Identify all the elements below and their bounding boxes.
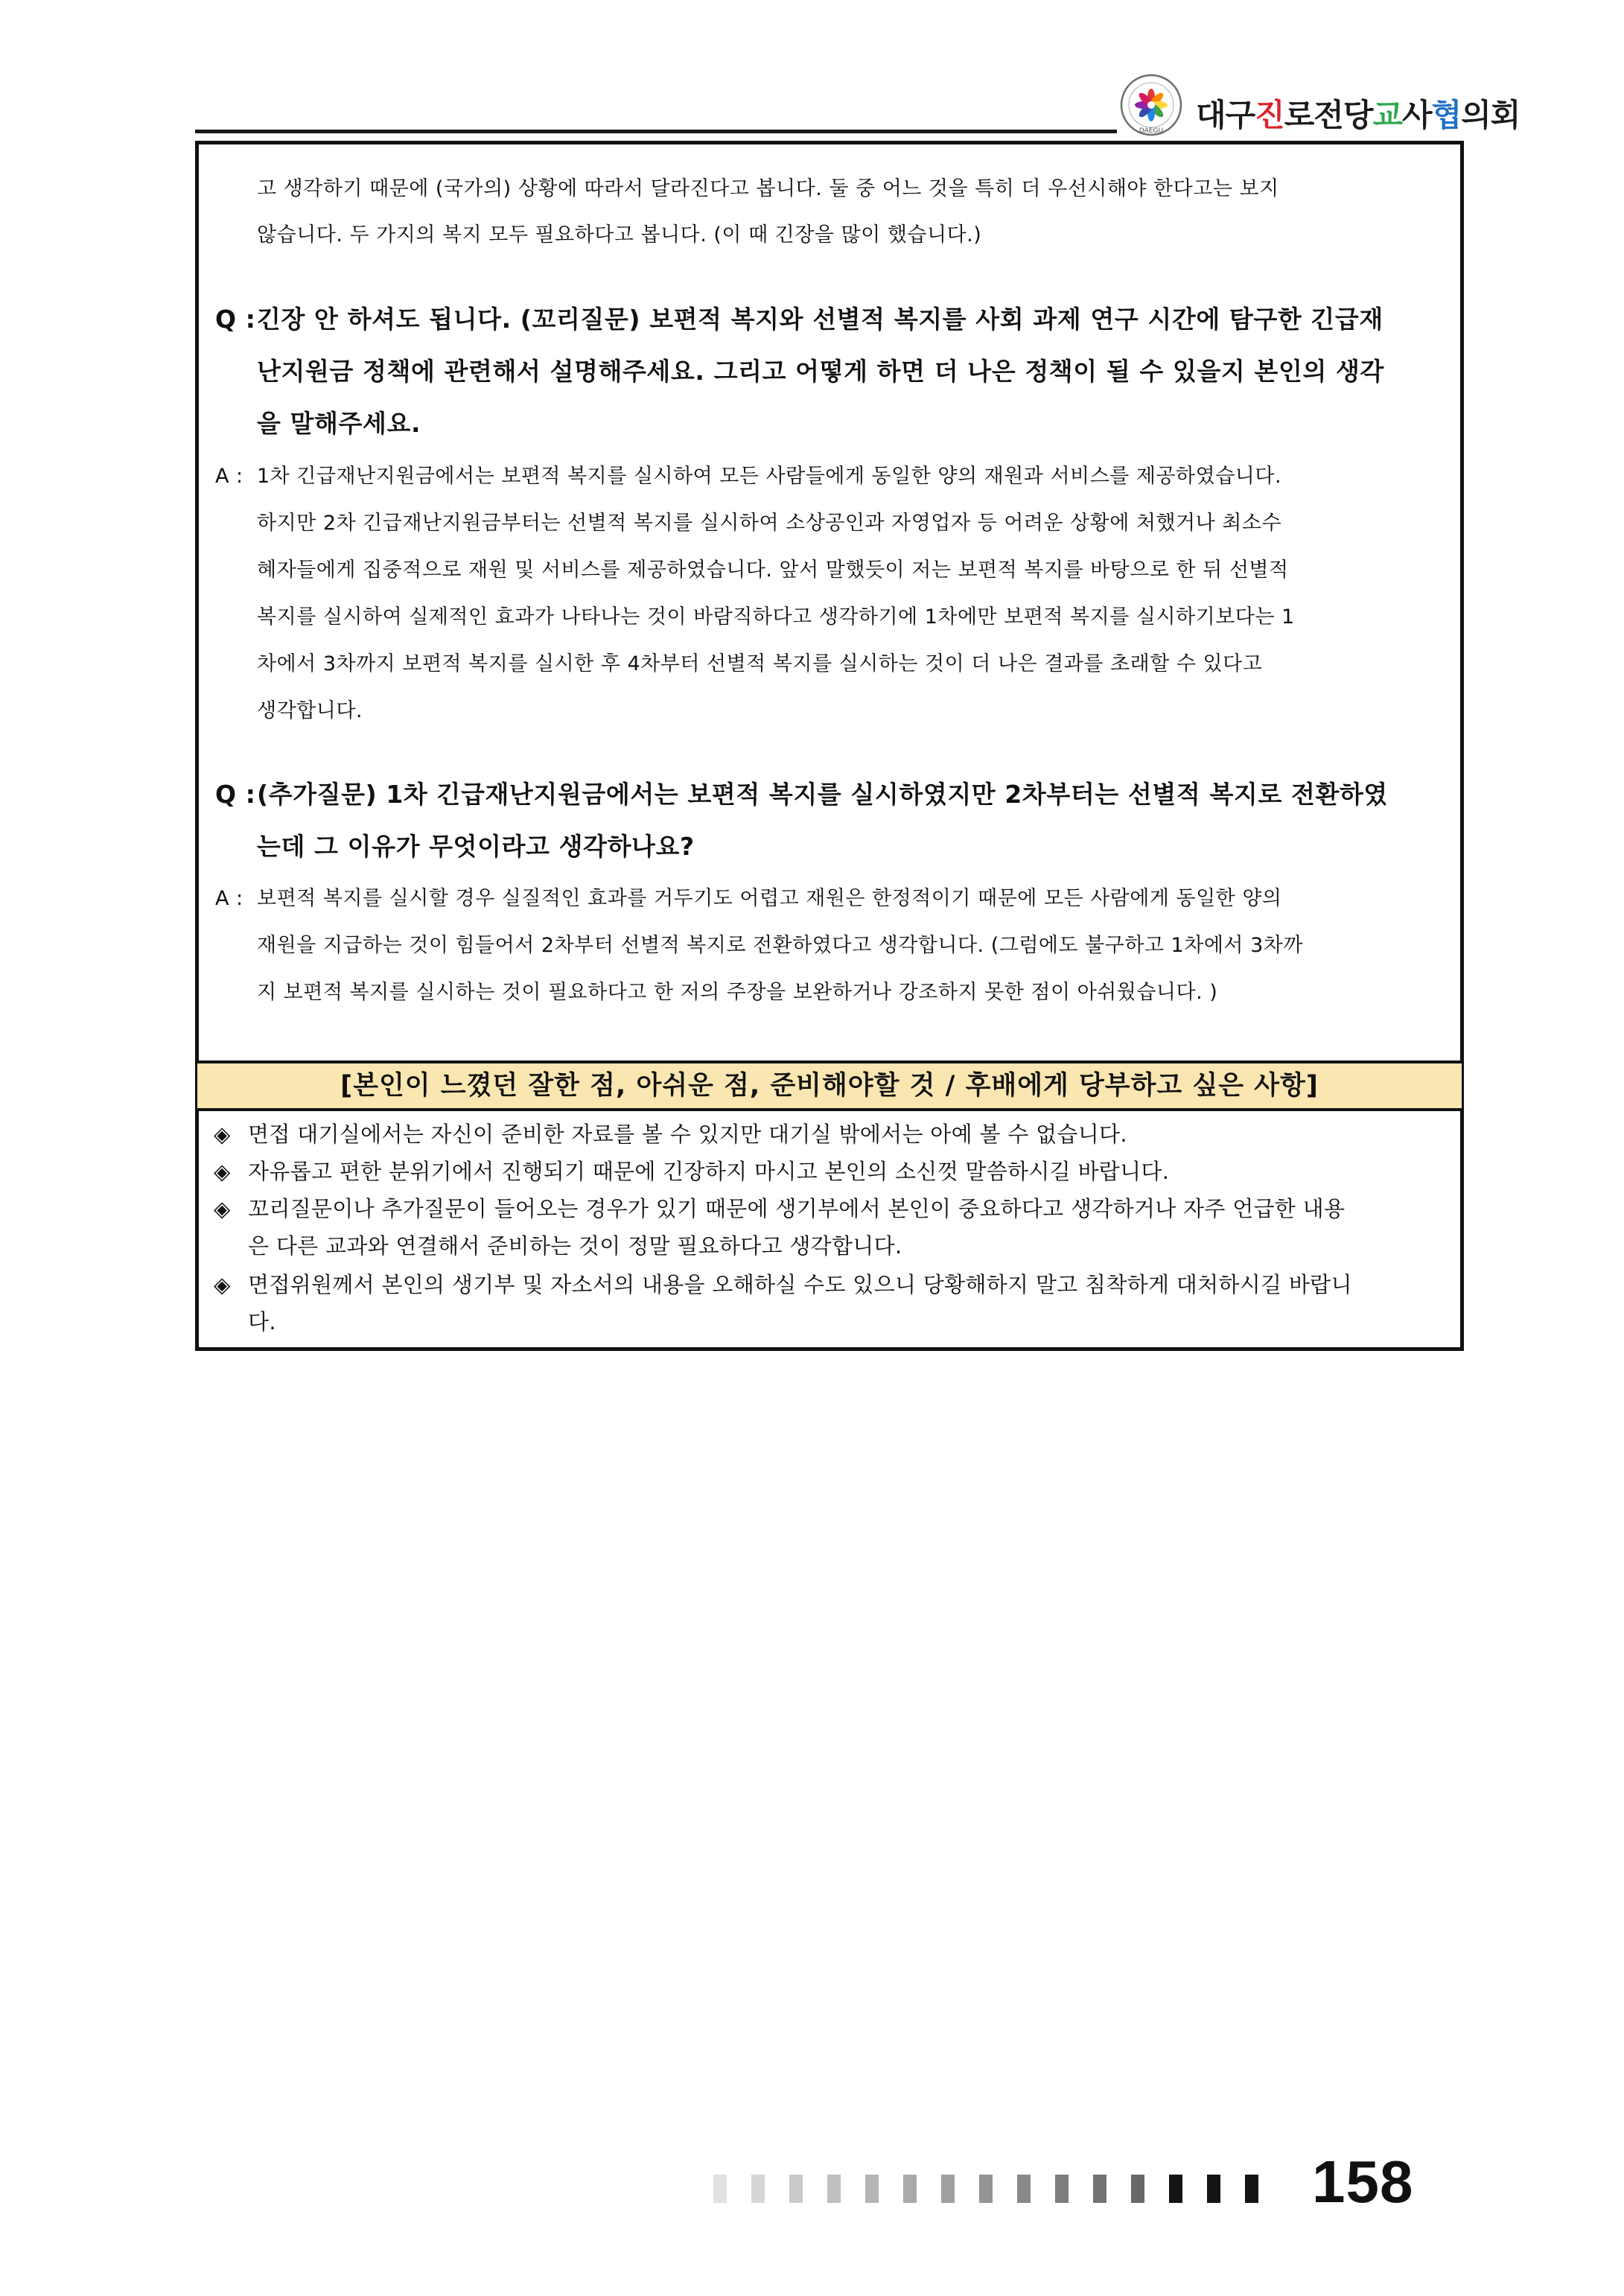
question-label: Q : [215,780,256,809]
answer-text-line: 하지만 2차 긴급재난지원금부터는 선별적 복지를 실시하여 소상공인과 자영업자 등 어려운 상황에 처했거나 최소수 [257,512,1282,535]
diamond-bullet-icon: ◈ [214,1196,231,1221]
footer-bar [1169,2175,1182,2203]
answer-text-line: 고 생각하기 때문에 (국가의) 상황에 따라서 달라진다고 봅니다. 둘 중 어느 것을 특히 더 우선시해야 한다고는 보지 [257,177,1279,200]
answer-text-line: 생각합니다. [257,699,363,722]
question-text-line: 난지원금 정책에 관련해서 설명해주세요. 그리고 어떻게 하면 더 나은 정책이 될 수 있을지 본인의 생각 [257,357,1384,386]
footer-bar [1131,2175,1144,2203]
page-number: 158 [1312,2149,1414,2215]
answer-text-line: 혜자들에게 집중적으로 재원 및 서비스를 제공하였습니다. 앞서 말했듯이 저는 보편적 복지를 바탕으로 한 뒤 선별적 [257,559,1289,582]
footer-bar [827,2175,841,2203]
org-name-part: 사 [1402,97,1432,133]
answer-text-line: 않습니다. 두 가지의 복지 모두 필요하다고 봅니다. (이 때 긴장을 많이 했습니다.) [257,223,982,247]
tip-text-line: 자유롭고 편한 분위기에서 진행되기 때문에 긴장하지 마시고 본인의 소신껏 말씀하시길 바랍니다. [248,1159,1170,1184]
logo-bottom-text: DAEGU [1139,127,1164,135]
footer-bar [1093,2175,1106,2203]
org-name-part: 로전당 [1284,97,1373,133]
diamond-bullet-icon: ◈ [214,1159,231,1184]
tip-text-line: 다. [248,1309,276,1335]
question-text-line: 긴장 안 하셔도 됩니다. (꼬리질문) 보편적 복지와 선별적 복지를 사회 과제 연구 시간에 탐구한 긴급재 [257,305,1383,334]
org-name-part: 의회 [1461,97,1520,133]
answer-text-line: 차에서 3차까지 보편적 복지를 실시한 후 4차부터 선별적 복지를 실시하는 것이 더 나은 결과를 초래할 수 있다고 [257,652,1263,675]
question-text-line: 을 말해주세요. [257,409,421,438]
logo-emblem [1119,73,1183,137]
tip-text-line: 꼬리질문이나 추가질문이 들어오는 경우가 있기 때문에 생기부에서 본인이 중요하다고 생각하거나 자주 언급한 내용 [248,1196,1346,1221]
footer-bar [979,2175,993,2203]
header-rule [195,130,1117,133]
footer-bar [865,2175,879,2203]
tip-text-line: 면접위원께서 본인의 생기부 및 자소서의 내용을 오해하실 수도 있으니 당황해하지 말고 침착하게 대처하시길 바랍니 [248,1272,1352,1297]
org-name-part: 진 [1255,97,1284,133]
footer-bar [751,2175,765,2203]
answer-text-line: 지 보편적 복지를 실시하는 것이 필요하다고 한 저의 주장을 보완하거나 강조하지 못한 점이 아쉬웠습니다. ) [257,981,1218,1004]
answer-text-line: 보편적 복지를 실시할 경우 실질적인 효과를 거두기도 어렵고 재원은 한정적이기 때문에 모든 사람에게 동일한 양의 [257,887,1282,910]
footer-bar [1207,2175,1220,2203]
answer-label: A : [215,465,243,488]
footer-bar [789,2175,803,2203]
question-label: Q : [215,305,256,334]
footer-gradient-bars [713,2175,1264,2203]
footer-bar [1245,2175,1258,2203]
org-name-part: 교 [1372,97,1403,133]
org-name-part: 협 [1431,97,1462,133]
org-name [1196,91,1520,136]
question-text-line: (추가질문) 1차 긴급재난지원금에서는 보편적 복지를 실시하였지만 2차부터는 선별적 복지로 전환하였 [257,780,1388,809]
answer-text-line: 1차 긴급재난지원금에서는 보편적 복지를 실시하여 모든 사람들에게 동일한 양의 재원과 서비스를 제공하였습니다. [257,465,1282,488]
answer-text-line: 복지를 실시하여 실제적인 효과가 나타나는 것이 바람직하다고 생각하기에 1차에만 보편적 복지를 실시하기보다는 1 [257,605,1295,629]
footer-bar [1055,2175,1069,2203]
answer-label: A : [215,887,243,910]
tips-section-title: [본인이 느꼈던 잘한 점, 아쉬운 점, 준비해야할 것 / 후배에게 당부하고 싶은 사항] [197,1060,1462,1111]
answer-text-line: 재원을 지급하는 것이 힘들어서 2차부터 선별적 복지로 전환하였다고 생각합니다. (그럼에도 불구하고 1차에서 3차까 [257,934,1303,957]
diamond-bullet-icon: ◈ [214,1122,231,1147]
footer-bar [903,2175,917,2203]
footer-bar [1017,2175,1031,2203]
footer-bar [941,2175,955,2203]
org-name-part: 대구 [1196,97,1255,133]
tip-text-line: 은 다른 교과와 연결해서 준비하는 것이 정말 필요하다고 생각합니다. [248,1233,902,1259]
diamond-bullet-icon: ◈ [214,1272,231,1297]
tip-text-line: 면접 대기실에서는 자신이 준비한 자료를 볼 수 있지만 대기실 밖에서는 아예 볼 수 없습니다. [248,1122,1127,1147]
question-text-line: 는데 그 이유가 무엇이라고 생각하나요? [257,832,695,861]
footer-bar [713,2175,727,2203]
